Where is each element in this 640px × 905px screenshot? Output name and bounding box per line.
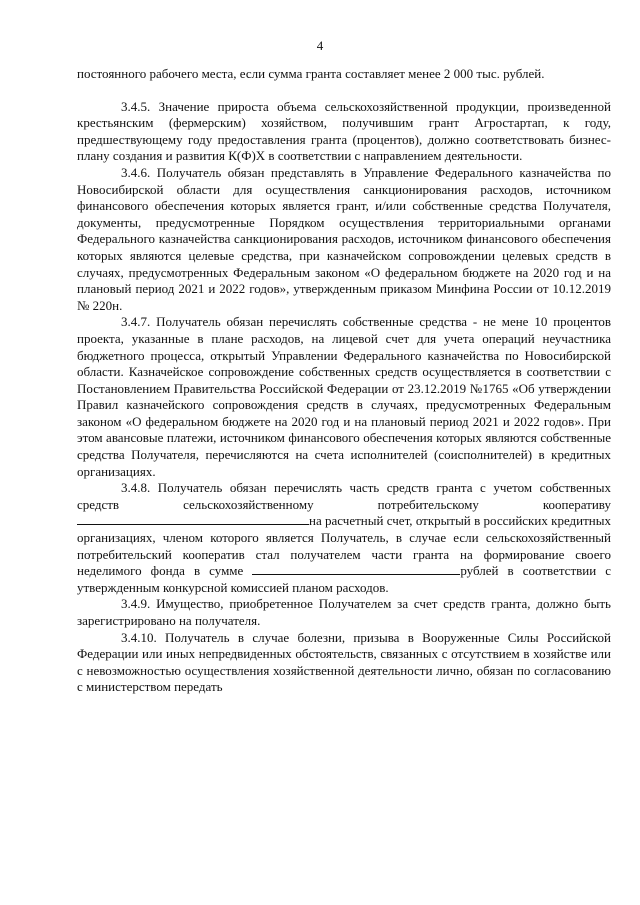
paragraph-3-4-10: 3.4.10. Получатель в случае болезни, призыва в Вооруженные Силы Российской Федерации или иных непредвиденных обстоятельств, связанных с отсутствием в хозяйстве или с невозможностью осуществления хозяйственной деятельности лично, обязан по согласованию с министерством передать (77, 629, 611, 695)
paragraph-3-4-6: 3.4.6. Получатель обязан представлять в Управление Федерального казначейства по Новосибирской области для осуществления санкционирования расходов, источником финансового обеспечения которых является грант, и/или собственные средства Получателя, документы, предусмотренные Порядком осуществления территориальными органами Федерального казначейства санкционирования расходов, источником финансового обеспечения которых являются целевые средства, при казначейском сопровождении целевых средств в случаях, предусмотренных Федеральным законом «О федеральном бюджете на 2020 год и на плановый период 2021 и 2022 годов», утвержденным приказом Минфина России от 10.12.2019 № 220н. (77, 164, 611, 313)
paragraph-3-4-8-part2: на расчетный счет, открытый в российских кредитных организациях, членом которого является Получатель, в случае если сельскохозяйственный потребительский кооператив стал получателем части гранта на формирование своего неделимого фонда в сумме (77, 513, 611, 579)
paragraph-3-4-5: 3.4.5. Значение прироста объема сельскохозяйственной продукции, произведенной крестьянским (фермерским) хозяйством, получившим грант Агростартап, к году, предшествующему году предоставления гранта (процентов), должно соответствовать бизнес-плану создания и развития К(Ф)Х в соответствии с направлением деятельности. (77, 98, 611, 164)
page-number: 4 (316, 38, 324, 53)
paragraph-3-4-8-part3: рублей в соответствии с утвержденным конкурсной комиссией планом расходов. (77, 563, 611, 595)
paragraph-continuation: постоянного рабочего места, если сумма гранта составляет менее 2 000 тыс. рублей. (77, 66, 545, 81)
cooperative-name-blank-line (77, 514, 309, 525)
paragraph-3-4-9: 3.4.9. Имущество, приобретенное Получателем за счет средств гранта, должно быть зарегистрировано на получателя. (77, 596, 611, 628)
paragraph-3-4-7: 3.4.7. Получатель обязан перечислять собственные средства - не мене 10 процентов проекта, указанные в плане расходов, на лицевой счет для учета операций неучастника бюджетного процесса, открытый Управлении Федерального казначейства по Новосибирской области. Казначейское сопровождение собственных средств осуществляется в соответствии с Постановлением Правительства Российской Федерации от 23.12.2019 №1765 «Об утверждении Правил казначейского сопровождения средств в случаях, предусмотренных Федеральным законом «О федеральном бюджете на 2020 год и на плановый период 2021 и 2022 годов». При этом авансовые платежи, источником финансового обеспечения которых являются собственные средства Получателя, перечисляются на счета исполнителей (соисполнителей) в кредитных организациях. (77, 314, 611, 479)
document-body (77, 66, 611, 696)
paragraph-3-4-8-part1: 3.4.8. Получатель обязан перечислять часть средств гранта с учетом собственных средств сельскохозяйственному потребительскому кооперативу (77, 480, 611, 512)
paragraph-gap (77, 83, 611, 99)
paragraph-3-4-8 (77, 480, 611, 596)
amount-blank-line (252, 564, 460, 575)
